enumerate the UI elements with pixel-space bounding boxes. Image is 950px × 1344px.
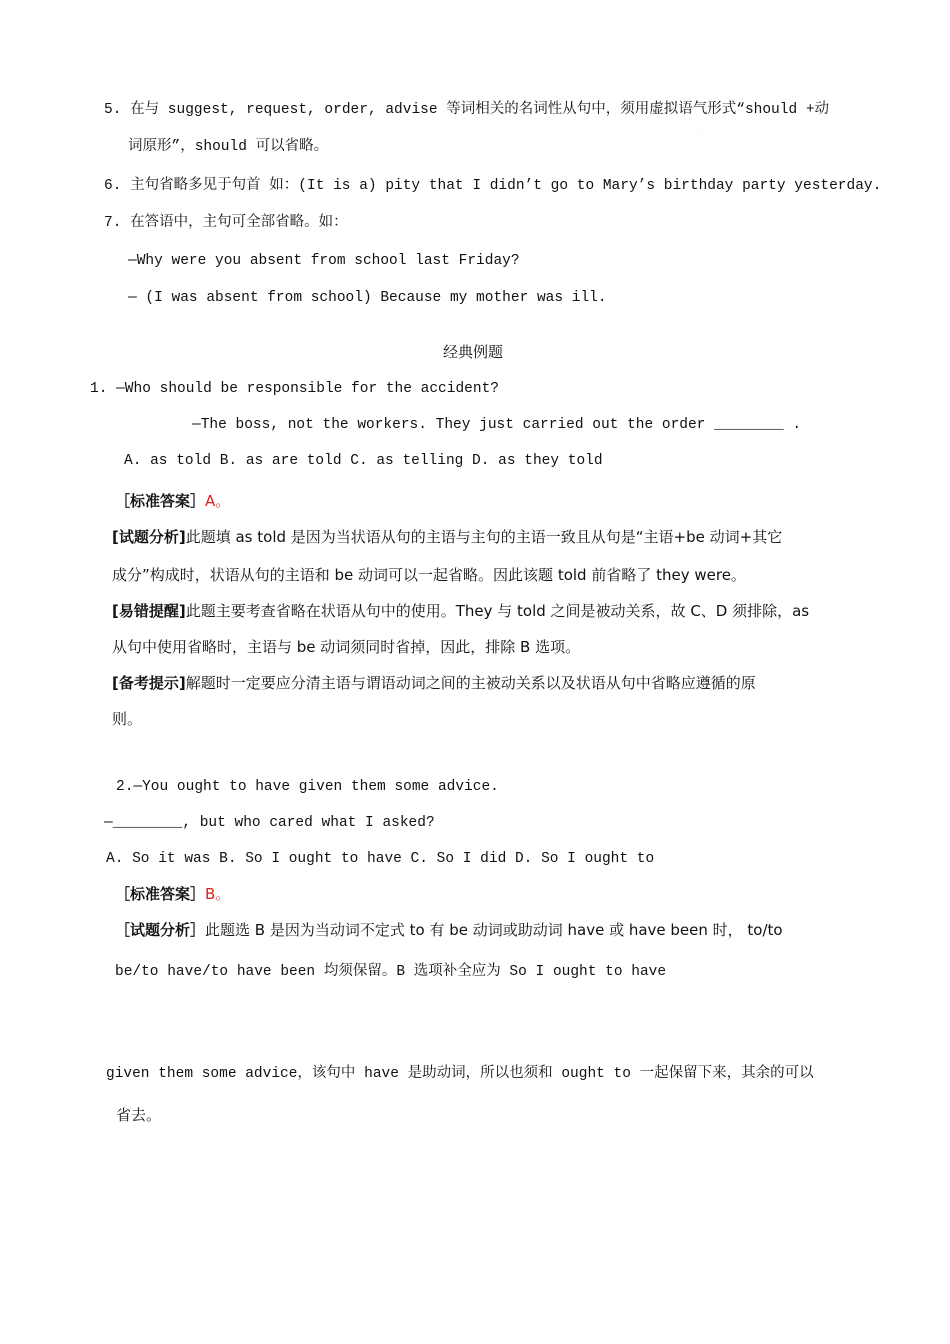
q2-analysis-line-2: be/to have/to have been 均须保留。B 选项补全应为 So I ought to have xyxy=(115,964,667,980)
q2-answer-label: ［标准答案］ xyxy=(115,885,206,903)
q1-analysis-line-1 xyxy=(112,527,782,547)
q1-reply: —The boss, not the workers. They just carried out the order ________ . xyxy=(192,417,802,433)
q1-tip-label: [备考提示] xyxy=(112,674,186,692)
q1-tip-line-1 xyxy=(112,673,756,693)
q1-analysis-line-2: 成分”构成时，状语从句的主语和 be 动词可以一起省略。因此该题 told 前省略了 they were。 xyxy=(112,566,746,584)
note-5-line-1: 5. 在与 suggest, request, order, advise 等词相关的名词性从句中，须用虚拟语气形式“should +动 xyxy=(104,102,830,118)
note-7-answer: — (I was absent from school) Because my mother was ill. xyxy=(128,290,607,306)
q1-analysis-label: [试题分析] xyxy=(112,528,186,546)
q2-answer xyxy=(115,884,230,904)
q2-stem: 2.—You ought to have given them some advice. xyxy=(116,779,499,795)
note-7: 7. 在答语中，主句可全部省略。如： xyxy=(104,215,348,231)
note-5-line-2: 词原形”，should 可以省略。 xyxy=(128,139,329,155)
q1-tip-text: 解题时一定要应分清主语与谓语动词之间的主被动关系以及状语从句中省略应遵循的原 xyxy=(185,674,756,692)
q2-analysis-text: 此题选 B 是因为当动词不定式 to 有 be 动词或助动词 have 或 have been 时， to/to xyxy=(205,921,783,939)
q1-stem: 1. —Who should be responsible for the accident? xyxy=(90,381,499,397)
q2-options: A. So it was B. So I ought to have C. So I did D. So I ought to xyxy=(106,851,655,867)
q1-answer xyxy=(115,491,230,511)
q1-answer-value: A。 xyxy=(205,492,231,510)
q1-mistake-text: 此题主要考查省略在状语从句中的使用。They 与 told 之间是被动关系，故 C、D 须排除，as xyxy=(185,602,810,620)
q1-mistake-line-1 xyxy=(112,601,809,621)
q1-mistake-line-2: 从句中使用省略时，主语与 be 动词须同时省掉，因此，排除 B 选项。 xyxy=(112,638,581,656)
watermark: · xyxy=(777,499,786,511)
q1-tip-line-2: 则。 xyxy=(112,710,143,728)
q2-analysis-label: ［试题分析］ xyxy=(115,921,206,939)
q1-answer-label: ［标准答案］ xyxy=(115,492,206,510)
watermark: · xyxy=(697,129,706,141)
q1-analysis-text: 此题填 as told 是因为当状语从句的主语与主句的主语一致且从句是“主语+be 动词+其它 xyxy=(185,528,783,546)
note-7-question: —Why were you absent from school last Friday? xyxy=(128,253,520,269)
q2-analysis-line-4: 省去。 xyxy=(116,1106,162,1124)
q1-mistake-label: [易错提醒] xyxy=(112,602,186,620)
q2-analysis-line-1 xyxy=(115,920,783,940)
q2-reply: —________, but who cared what I asked? xyxy=(104,815,435,831)
note-6: 6. 主句省略多见于句首 如：(It is a) pity that I didn’t go to Mary’s birthday party yesterday. xyxy=(104,178,882,194)
q2-answer-value: B。 xyxy=(205,885,231,903)
q2-analysis-line-3: given them some advice，该句中 have 是助动词，所以也须和 ought to 一起保留下来，其余的可以 xyxy=(106,1066,814,1082)
q1-options: A. as told B. as are told C. as telling D. as they told xyxy=(124,453,603,469)
section-title: 经典例题 xyxy=(443,343,504,361)
